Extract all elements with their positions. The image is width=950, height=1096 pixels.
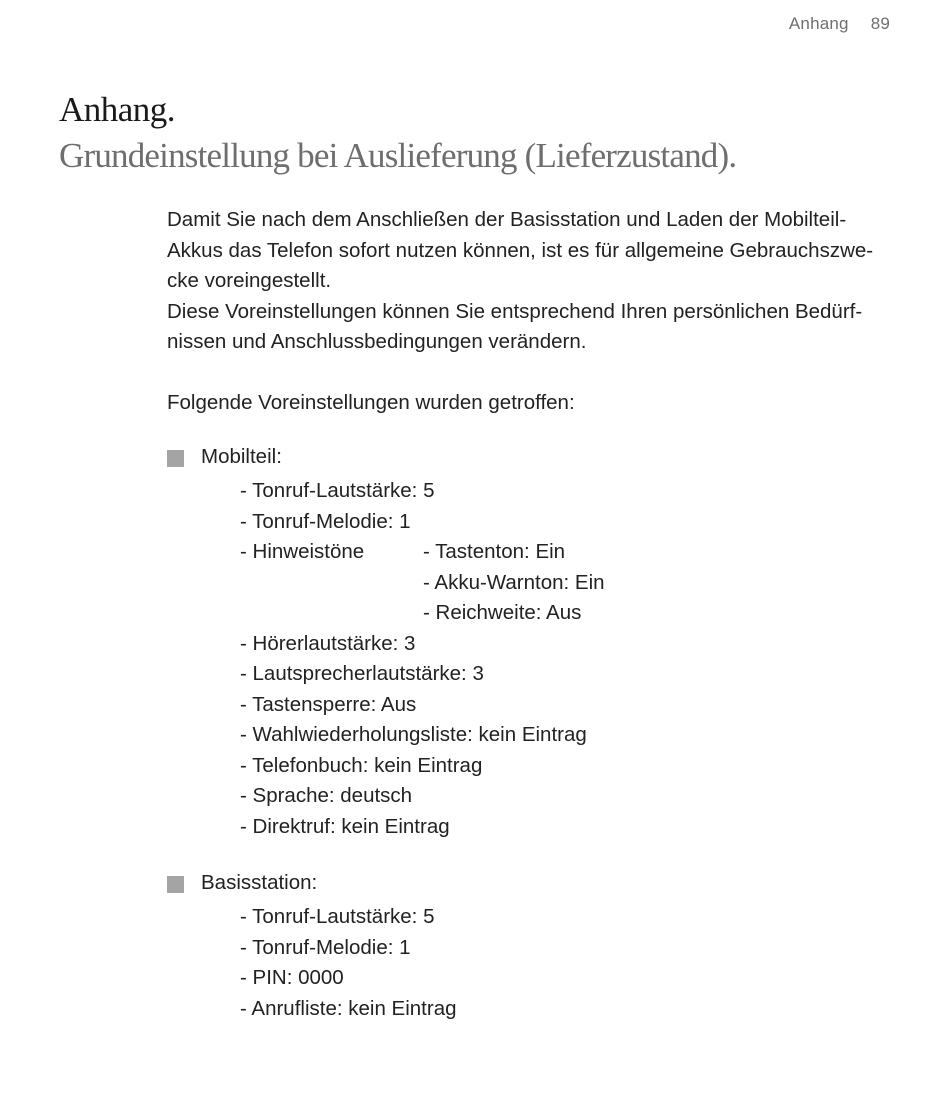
page-subtitle: Grundeinstellung bei Auslieferung (Lieferzustand). <box>59 136 737 175</box>
list-item: - Tastensperre: Aus <box>240 692 417 716</box>
square-bullet-icon <box>167 876 184 893</box>
list-item: - Hinweistöne - Tastenton: Ein <box>240 540 566 563</box>
list-item: - Wahlwiederholungsliste: kein Eintrag <box>240 723 587 746</box>
main-content <box>167 205 882 1024</box>
intro-paragraph-3 <box>167 388 882 419</box>
page-title: Anhang. <box>59 90 176 129</box>
list-item: - PIN: 0000 <box>240 966 344 989</box>
list-item: - Tonruf-Lautstärke: 5 <box>240 905 435 928</box>
text-line: cke voreingestellt. <box>167 269 332 292</box>
text-line: Diese Voreinstellungen können Sie entsprechend Ihren persönlichen Bedürf- <box>167 299 863 323</box>
list-item: - Akku-Warnton: Ein <box>423 570 605 594</box>
settings-list <box>240 902 882 1024</box>
intro-paragraph-2 <box>167 297 882 358</box>
section-label: Basisstation: <box>201 871 318 894</box>
list-item: - Tonruf-Melodie: 1 <box>240 935 411 959</box>
section-mobilteil <box>167 442 882 842</box>
text-line: Damit Sie nach dem Anschließen der Basisstation und Laden der Mobilteil- <box>167 208 847 231</box>
list-item: - Telefonbuch: kein Eintrag <box>240 753 483 777</box>
list-item: - Reichweite: Aus <box>423 601 582 624</box>
list-item: - Anrufliste: kein Eintrag <box>240 996 457 1020</box>
running-header <box>789 14 890 34</box>
list-item: - Tonruf-Lautstärke: 5 <box>240 479 435 502</box>
section-basisstation <box>167 868 882 1024</box>
section-label: Mobilteil: <box>201 445 282 468</box>
square-bullet-icon <box>167 450 184 467</box>
list-item: - Hörerlautstärke: 3 <box>240 631 416 655</box>
text-line: Folgende Voreinstellungen wurden getroffen: <box>167 390 575 414</box>
list-item: - Direktruf: kein Eintrag <box>240 814 450 838</box>
list-item: - Lautsprecherlautstärke: 3 <box>240 662 484 685</box>
list-item: - Tonruf-Melodie: 1 <box>240 509 411 533</box>
text-line: nissen und Anschlussbedingungen verändern. <box>167 330 587 353</box>
text-line: Akkus das Telefon sofort nutzen können, ist es für allgemeine Gebrauchszwe- <box>167 238 874 262</box>
list-item: - Sprache: deutsch <box>240 784 413 807</box>
settings-list <box>240 476 882 842</box>
header-section-name: Anhang <box>788 14 849 33</box>
page-number: 89 <box>870 14 890 33</box>
intro-paragraph-1 <box>167 205 882 297</box>
